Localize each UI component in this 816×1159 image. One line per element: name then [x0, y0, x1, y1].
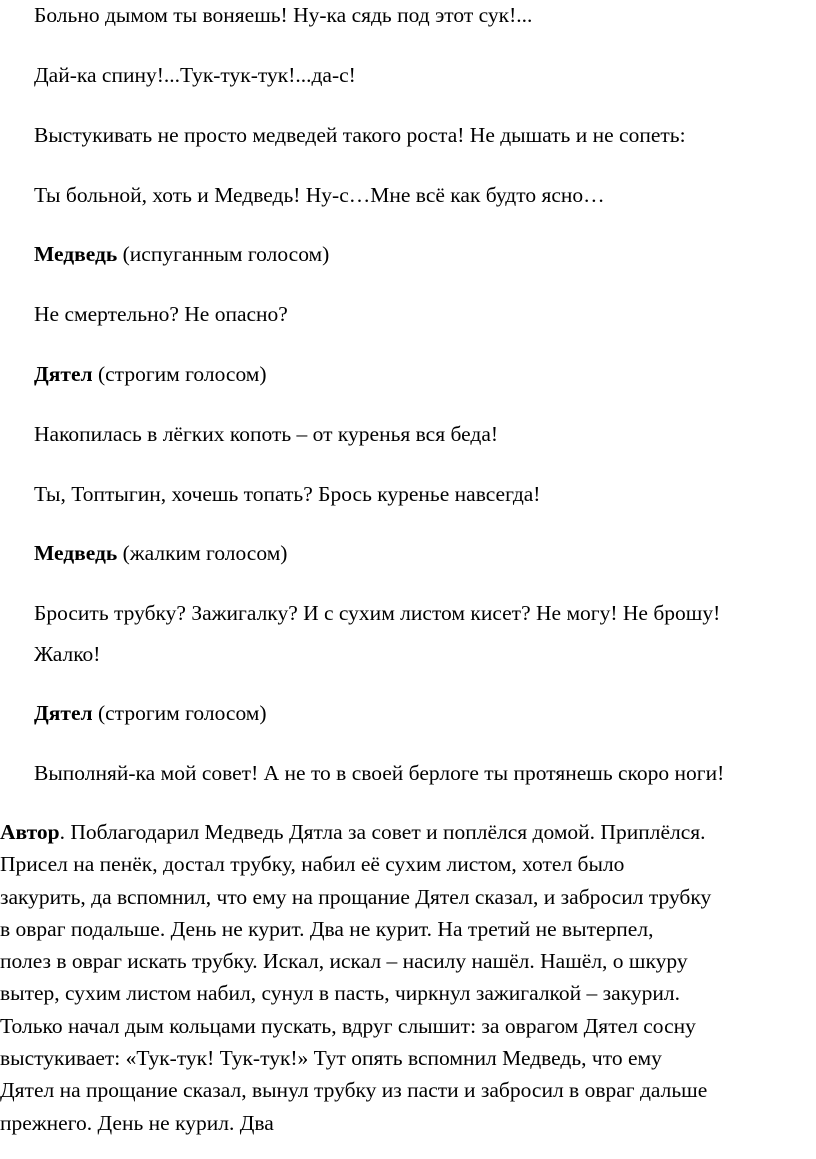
- dialogue-line: Выполняй-ка мой совет! А не то в своей берлоге ты протянешь скоро ноги!: [34, 761, 725, 785]
- verse-line: Дай-ка спину!...Тук-тук-тук!...да-с!: [34, 63, 356, 87]
- stage-cue: [34, 361, 267, 387]
- author-line: Дятел на прощание сказал, вынул трубку из пасти и забросил в овраг дальше: [0, 1078, 708, 1103]
- stage-direction: (жалким голосом): [117, 541, 288, 565]
- verse-line: Выстукивать не просто медведей такого роста! Не дышать и не сопеть:: [34, 123, 686, 147]
- author-paragraph: [0, 816, 816, 1139]
- dialogue-line: Накопилась в лёгких копоть – от куренья вся беда!: [34, 422, 499, 446]
- speaker-name: Медведь: [34, 242, 118, 266]
- author-line: [0, 816, 816, 848]
- author-text: . Поблагодарил Медведь Дятла за совет и поплёлся домой. Приплёлся.: [59, 820, 706, 844]
- verse-line: Ты больной, хоть и Медведь! Ну-с…Мне всё как будто ясно…: [34, 183, 605, 207]
- author-line: закурить, да вспомнил, что ему на прощание Дятел сказал, и забросил трубку: [0, 884, 712, 909]
- author-line: в овраг подальше. День не курит. Два не курит. На третий не вытерпел,: [0, 916, 654, 941]
- stage-cue: [34, 241, 329, 267]
- author-line: Только начал дым кольцами пускать, вдруг слышит: за оврагом Дятел сосну: [0, 1013, 696, 1038]
- verse-line: Больно дымом ты воняешь! Ну-ка сядь под этот сук!...: [34, 3, 533, 27]
- stage-direction: (строгим голосом): [92, 362, 267, 386]
- dialogue-line: Бросить трубку? Зажигалку? И с сухим листом кисет? Не могу! Не брошу!: [34, 601, 721, 625]
- author-line: полез в овраг искать трубку. Искал, искал – насилу нашёл. Нашёл, о шкуру: [0, 949, 688, 974]
- author-line: выстукивает: «Тук-тук! Тук-тук!» Тут опять вспомнил Медведь, что ему: [0, 1046, 662, 1071]
- dialogue-line: Жалко!: [34, 642, 101, 666]
- speaker-name: Дятел: [34, 362, 93, 386]
- dialogue-line: Не смертельно? Не опасно?: [34, 302, 288, 326]
- stage-cue: [34, 700, 267, 726]
- author-line: прежнего. День не курил. Два: [0, 1110, 274, 1135]
- author-line: Присел на пенёк, достал трубку, набил её сухим листом, хотел было: [0, 852, 625, 877]
- stage-direction: (испуганным голосом): [117, 242, 330, 266]
- author-line: вытер, сухим листом набил, сунул в пасть, чиркнул зажигалкой – закурил.: [0, 981, 680, 1006]
- author-label: Автор: [0, 820, 60, 844]
- stage-cue: [34, 540, 287, 566]
- dialogue-line: Ты, Топтыгин, хочешь топать? Брось куренье навсегда!: [34, 482, 541, 506]
- speaker-name: Медведь: [34, 541, 118, 565]
- speaker-name: Дятел: [34, 701, 93, 725]
- stage-direction: (строгим голосом): [92, 701, 267, 725]
